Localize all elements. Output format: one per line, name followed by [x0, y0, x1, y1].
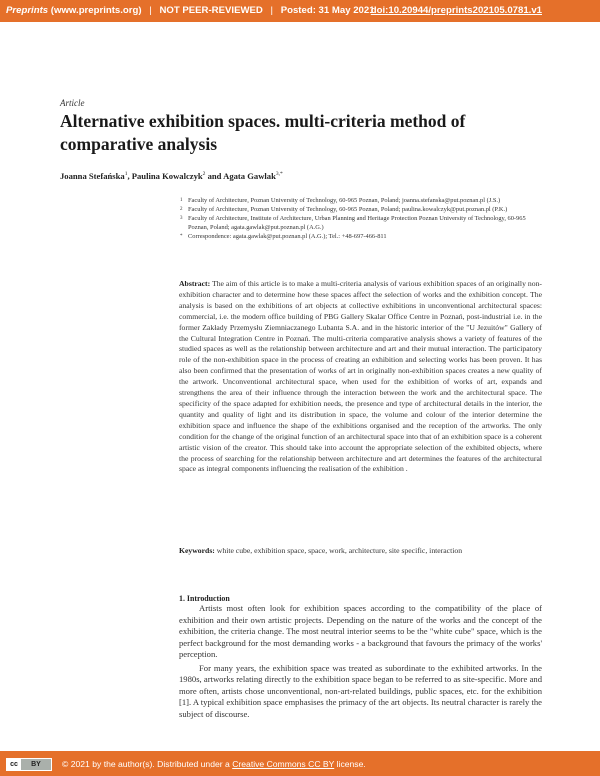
author-affiliation-mark: 2	[202, 171, 206, 178]
preprint-header-bar	[0, 0, 600, 22]
body-paragraph: For many years, the exhibition space was treated as subordinate to the exhibited artworks. In the 1980s, artworks relating directly to the exhibition space began to be referred to as site-specific. More and more often, artists chose unconventional, non-art-related buildings, public spaces, etc. for the exhibition [1]. A typical exhibition space emphasises the primacy of the art objects. Its neutral character is rarely the subject of discourse.	[179, 662, 542, 719]
affiliation-number: 3	[180, 215, 183, 221]
header-info	[6, 5, 375, 16]
author-name: Paulina Kowalczyk	[131, 171, 203, 181]
section-body	[179, 603, 542, 720]
cc-by-badge[interactable]	[6, 758, 52, 771]
creative-commons-icon: cc	[7, 759, 21, 770]
license-notice	[62, 759, 366, 769]
affiliation-item	[180, 197, 540, 206]
doi-link[interactable]: doi:10.20944/preprints202105.0781.v1	[370, 5, 542, 16]
section-heading: 1. Introduction	[179, 594, 230, 603]
correspondence	[180, 233, 540, 242]
license-suffix: license.	[336, 759, 366, 769]
body-paragraph: Artists most often look for exhibition spaces according to the compatibility of the place of exhibition and their own artistic projects. Depending on the nature of the works and the concept of the exhibition, the criteria change. The most neutral interior seems to be the "white cube" space, which is the perfect background for the most demanding works - a background that favours the primacy of the works' perception.	[179, 603, 542, 659]
abstract-text: The aim of this article is to make a multi-criteria analysis of various exhibition spaces of an originally non-exhibition character and to determine how these spaces affect the selection of works and the exhibition concept. The analysis is based on the exhibitions of art objects at collective exhibitions in unconventional architectural spaces: commercial, i.e. the modern office building of PBG Gallery Skalar Office Centre in Poznań, post-industrial i.e. in the former Zakłady Przemysłu Ziemniaczanego Lubanta S.A. and in the historic interior of the "U Jezuitów" Gallery of the Cultural Integration Centre in Poznań. The multi-criteria comparative analysis shows a variety of features of the studied spaces as well as the relationship between architecture and art and their mutual interaction. The participatory role of the non-exhibition space in the process of creating an exhibition and selecting works has been proven. It has also been confirmed that the presentation of works of art in originally non-exhibition spaces creates a new quality of the artwork. Unconventional architectural space, when used for the exhibition of works of art, expands and strengthens the area of their influence through the interaction between the work and the architectural space. The specificity of the space adapted for exhibition needs, the presence and type of architectural details in the interior, the quantity and quality of light and its distribution in space, the volume and colour of the interior determine the exhibition space and influence the shape of the exhibitions organised and the reception of the artworks. The only condition for the change of the original function of an architectural space into that of an exhibition space is a coherent artistic vision of the creator. This should take into account the appropriate selection of the exhibited objects, where the process of searching for the relationship between architecture and art determines the features of the architectural space as integral components influencing the realisation of the exhibition .	[179, 279, 542, 474]
affiliation-item	[180, 215, 540, 233]
affiliation-number: 1	[180, 198, 183, 203]
license-footer	[0, 751, 600, 776]
affiliation-number: 2	[180, 206, 183, 212]
author-name: Agata Gawlak	[223, 171, 276, 181]
author-separator: and	[205, 171, 224, 181]
article-type: Article	[60, 98, 85, 108]
article-title: Alternative exhibition spaces. multi-criteria method of comparative analysis	[60, 111, 466, 154]
affiliation-text: Faculty of Architecture, Poznan University of Technology, 60-965 Poznan, Poland; joanna.stefanska@put.poznan.pl (J.S.)	[188, 197, 501, 204]
license-link[interactable]: Creative Commons CC BY	[232, 759, 335, 769]
attribution-icon: BY	[31, 761, 41, 768]
preprints-brand: Preprints	[6, 5, 49, 16]
keywords-text: white cube, exhibition space, space, work, architecture, site specific, interaction	[216, 546, 463, 555]
review-status: NOT PEER-REVIEWED	[159, 5, 263, 16]
author-affiliation-mark: 3,*	[275, 171, 283, 178]
author-list	[60, 171, 283, 181]
abstract-label: Abstract:	[179, 279, 211, 288]
author-affiliation-mark: 1	[124, 171, 128, 178]
header-separator: |	[270, 5, 274, 16]
copyright-text: © 2021 by the author(s). Distributed under a	[62, 759, 230, 769]
author-name: Joanna Stefańska	[60, 171, 125, 181]
correspondence-text: Correspondence: agata.gawlak@put.poznan.pl (A.G.); Tel.: +48-697-466-811	[188, 232, 387, 240]
correspondence-mark: *	[180, 233, 183, 239]
keywords-label: Keywords:	[179, 546, 215, 555]
preprints-site-link[interactable]: (www.preprints.org)	[50, 5, 142, 16]
affiliation-text: Faculty of Architecture, Poznan University of Technology, 60-965 Poznan, Poland; paulina.kowalczyk@put.poznan.pl (P.K.)	[188, 205, 508, 213]
affiliations	[180, 197, 540, 242]
affiliation-item	[180, 206, 540, 215]
abstract	[179, 279, 542, 475]
keywords	[179, 546, 542, 555]
posted-date: Posted: 31 May 2021	[280, 5, 375, 16]
header-separator: |	[149, 5, 152, 16]
affiliation-text: Faculty of Architecture, Institute of Architecture, Urban Planning and Heritage Protection Poznan University of Technology, 60-965 Poznan, Poland; agata.gawlak@put.poznan.pl (A.G.)	[188, 214, 526, 231]
author-separator: ,	[127, 171, 132, 181]
